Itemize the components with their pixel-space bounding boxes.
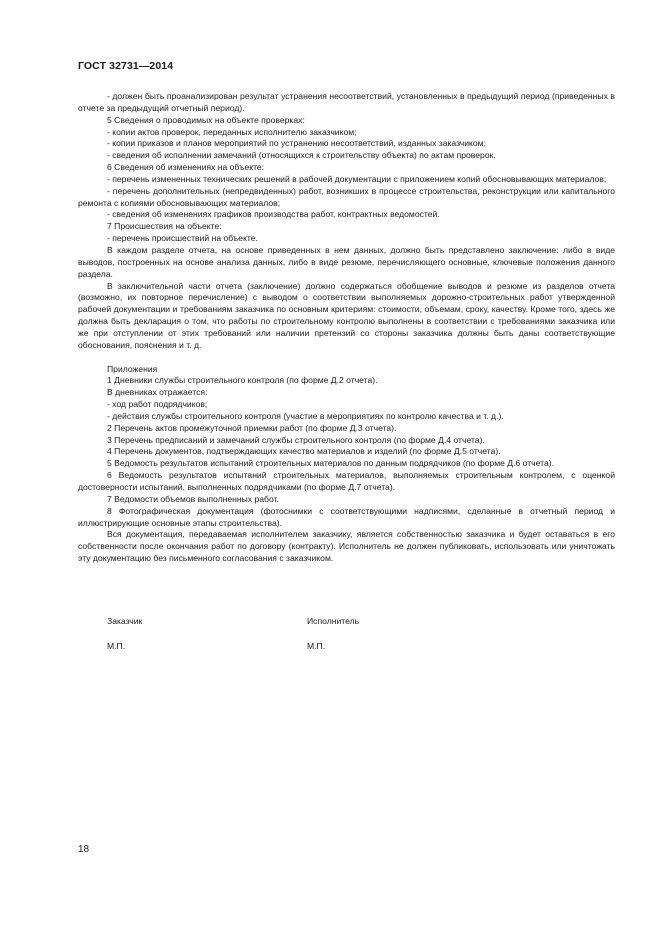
appendices-section: [78, 364, 615, 565]
paragraph: В дневниках отражается:: [107, 387, 208, 398]
paragraph: - копии приказов и планов мероприятий по устранению несоответствий, изданных заказчиком;: [107, 138, 486, 149]
paragraph: В каждом разделе отчета, на основе приведенных в нем данных, должно быть представлено заключение: либо в виде выводов, построенных на основе анализа данных, либо в виде резюме, перечисляющего основные, ключевые положения данного раздела.: [78, 244, 615, 279]
paragraph: 6 Сведения об изменениях на объекте:: [107, 162, 265, 173]
paragraph: Вся документация, передаваемая исполнителем заказчику, является собственностью заказчика и будет оставаться в его собственности после окончания работ по договору (контракту). Исполнитель не должен публиковать, использовать или уничтожать эту документацию без письменного согласования с заказчиком.: [78, 529, 615, 564]
section-spacer: [78, 352, 615, 364]
customer-stamp-label: М.П.: [107, 641, 126, 651]
paragraph: - сведения об исполнении замечаний (относящихся к строительству объекта) по актам проверок.: [107, 150, 496, 161]
paragraph: 8 Фотографическая документация (фотоснимки с соответствующими надписями, сделанные в отчетный период и иллюстрирующие основные этапы строительства).: [78, 505, 615, 528]
paragraph: 4 Перечень документов, подтверждающих качество материалов и изделий (по форме Д.5 отчета).: [107, 446, 501, 457]
paragraph: В заключительной части отчета (заключение) должно содержаться обобщение выводов и резюме из разделов отчета (возможно, их повторное перечисление) с выводом о соответствии выполняемых дорожно-строительных работ утвержденной рабочей документации и требованиям заказчика по основным критериям: стоимости, объемам, сроку, качеству. Кроме того, здесь же должна быть декларация о том, что работы по строительному контролю выполнены в соответствии с требованиями заказчика или же при отступлении от этих требований или наличии претензий со стороны заказчика должны быть даны соответствующие обоснования, пояснения и т. д.: [78, 280, 615, 350]
paragraph: 3 Перечень предписаний и замечаний службы строительного контроля (по форме Д.4 отчета).: [107, 434, 485, 445]
paragraph: 2 Перечень актов промежуточной приемки работ (по форме Д.3 отчета).: [107, 422, 397, 433]
paragraph: 6 Ведомость результатов испытаний строительных материалов, выполняемых строительным контролем, с оценкой достоверности испытаний, выполненных подрядчиками (по форме Д.7 отчета).: [78, 470, 615, 492]
report-requirements-section: [78, 91, 615, 352]
paragraph: - перечень дополнительных (непредвиденных) работ, возникших в процессе строительства, реконструкции или капитального ремонта с копиями обосновывающих материалов;: [78, 185, 615, 208]
paragraph: 5 Ведомость результатов испытаний строительных материалов по данным подрядчиков (по форме Д.6 отчета).: [107, 458, 555, 469]
paragraph: - перечень происшествий на объекте.: [107, 233, 258, 244]
paragraph: Приложения: [107, 363, 158, 374]
paragraph: - сведения об изменениях графиков производства работ, контрактных ведомостей.: [107, 209, 440, 220]
page-number: 18: [78, 844, 90, 855]
contractor-label: Исполнитель: [307, 616, 360, 626]
paragraph: - должен быть проанализирован результат устранения несоответствий, установленных в предыдущий период (приведенных в отчете за предыдущий отчетный период).: [78, 91, 615, 113]
customer-label: Заказчик: [107, 616, 143, 626]
paragraph: - действия службы строительного контроля (участие в мероприятиях по контролю качества и т. д.).: [107, 410, 504, 421]
paragraph: - перечень измененных технических решений в рабочей документации с приложением копий обосновывающих материалов;: [107, 173, 607, 184]
paragraph: 5 Сведения о проводимых на объекте проверках:: [107, 114, 305, 125]
document-body: [78, 91, 615, 565]
paragraph: - копии актов проверок, переданных исполнителю заказчиком;: [107, 126, 357, 137]
paragraph: 7 Ведомости объемов выполненных работ.: [107, 493, 279, 504]
contractor-stamp-label: М.П.: [307, 641, 326, 651]
paragraph: - ход работ подрядчиков;: [107, 399, 208, 410]
paragraph: 1 Дневники службы строительного контроля (по форме Д.2 отчета).: [107, 375, 378, 386]
paragraph: 7 Происшествия на объекте:: [107, 221, 222, 232]
document-header: ГОСТ 32731—2014: [78, 60, 174, 72]
